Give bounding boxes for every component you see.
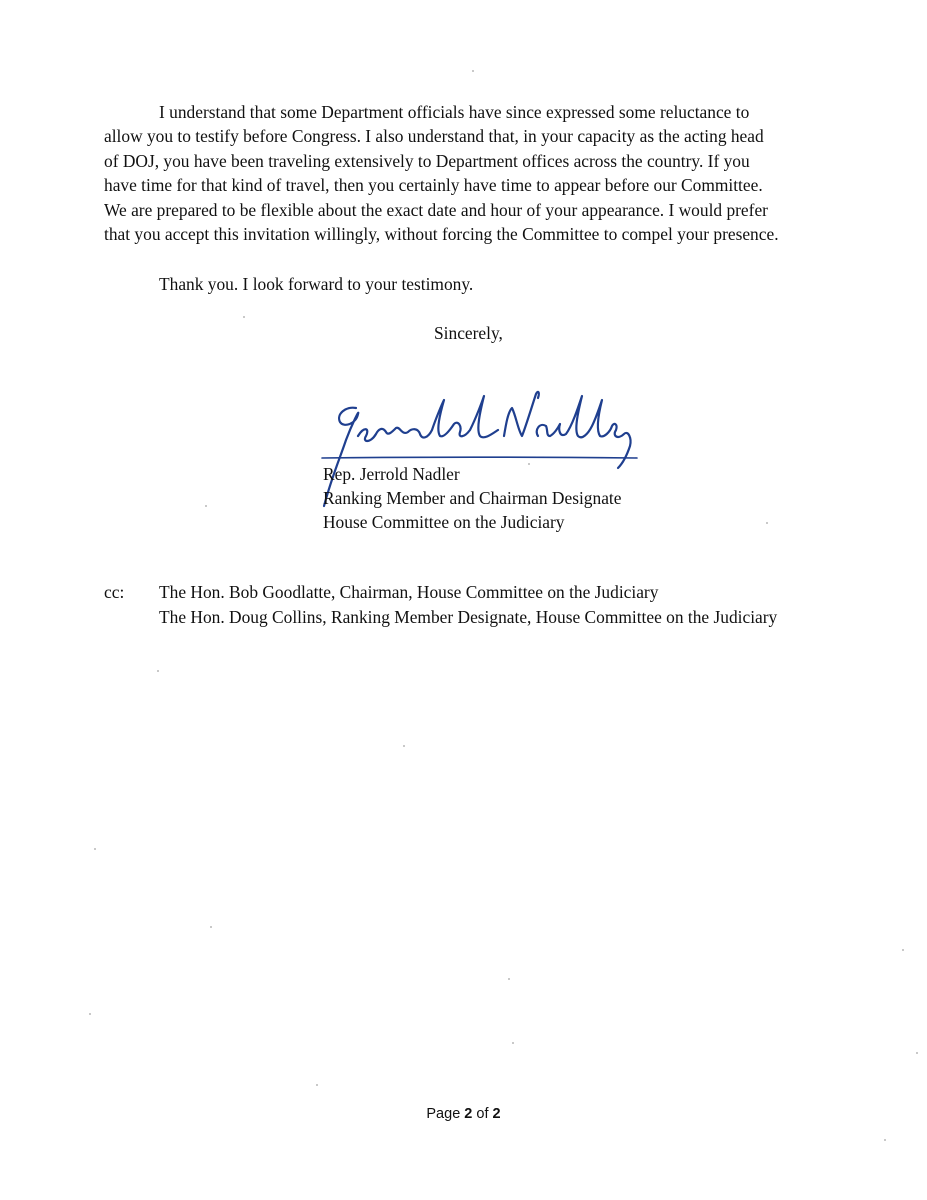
scan-speck: [403, 745, 405, 747]
scan-speck: [89, 1013, 91, 1015]
scan-speck: [157, 670, 159, 672]
paragraph-line: of DOJ, you have been traveling extensively to Department offices across the country. If you: [104, 150, 750, 171]
signature-block: [323, 462, 621, 534]
footer-total-pages: 2: [492, 1106, 501, 1122]
signer-committee: House Committee on the Judiciary: [323, 512, 565, 532]
scan-speck: [472, 70, 474, 72]
cc-recipient: The Hon. Bob Goodlatte, Chairman, House Committee on the Judiciary: [159, 582, 659, 602]
thank-you-line: Thank you. I look forward to your testimony.: [159, 274, 474, 294]
scan-speck: [94, 848, 96, 850]
signature-stroke: [504, 392, 539, 436]
scan-speck: [916, 1052, 918, 1054]
cc-label: cc:: [104, 582, 125, 602]
cc-recipient: The Hon. Doug Collins, Ranking Member Designate, House Committee on the Judiciary: [159, 606, 778, 627]
paragraph-line: allow you to testify before Congress. I also understand that, in your capacity as the acting head: [104, 126, 764, 147]
scan-speck: [528, 463, 530, 465]
scan-speck: [316, 1084, 318, 1086]
paragraph-line: We are prepared to be flexible about the exact date and hour of your appearance. I would prefer: [104, 199, 768, 220]
footer-of-word: of: [476, 1106, 489, 1122]
closing-salutation: Sincerely,: [434, 323, 503, 343]
scan-speck: [512, 1042, 514, 1044]
scan-speck: [205, 505, 207, 507]
cc-recipient-list: [159, 580, 777, 629]
scan-speck: [902, 949, 904, 951]
paragraph-line: have time for that kind of travel, then you certainly have time to appear before our Committee.: [104, 175, 763, 196]
page-footer: [0, 1104, 927, 1124]
scan-speck: [210, 926, 212, 928]
scan-speck: [508, 978, 510, 980]
signer-name: Rep. Jerrold Nadler: [323, 464, 460, 484]
signature-underline: [322, 457, 637, 458]
scan-speck: [766, 522, 768, 524]
scan-speck: [243, 316, 245, 318]
paragraph-line: I understand that some Department officials have since expressed some reluctance to: [159, 102, 750, 122]
signer-title: Ranking Member and Chairman Designate: [323, 488, 622, 508]
scan-speck: [884, 1139, 886, 1141]
footer-page-word: Page: [426, 1106, 461, 1122]
signature-stroke: [358, 396, 498, 441]
body-paragraph: [104, 100, 824, 246]
paragraph-line: that you accept this invitation willingly, without forcing the Committee to compel your presence.: [104, 224, 779, 245]
footer-current-page: 2: [464, 1106, 473, 1122]
